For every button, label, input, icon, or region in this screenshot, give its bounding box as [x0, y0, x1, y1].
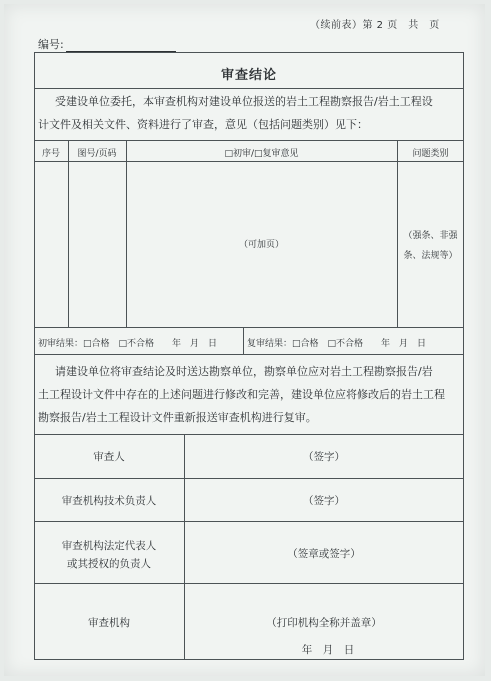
- signer-role-legal-rep-2: 或其授权的负责人: [67, 558, 151, 570]
- divider-notice: [34, 434, 464, 435]
- notice-line-1: 请建设单位将审查结论及时送达勘察单位，勘察单位应对岩土工程勘察报告/岩: [55, 365, 433, 378]
- signer-role-institution: 审查机构: [88, 617, 130, 629]
- divider-intro: [34, 140, 464, 141]
- signer-role-legal-rep-1: 审查机构法定代表人: [61, 540, 157, 552]
- divider-title: [34, 88, 464, 89]
- category-note-1: （强条、非强: [403, 231, 458, 241]
- document-number-line: [66, 41, 176, 52]
- signer-value-tech-head: （签字）: [303, 495, 345, 507]
- signer-role-reviewer: 审查人: [93, 451, 125, 463]
- divider-table-header: [34, 161, 464, 162]
- intro-line-1: 受建设单位委托，本审查机构对建设单位报送的岩土工程勘察报告/岩土工程设: [55, 95, 433, 108]
- signer-role-tech-head: 审查机构技术负责人: [61, 495, 157, 507]
- col-header-category: 问题类别: [412, 149, 449, 159]
- divider-sign-1: [34, 478, 464, 479]
- divider-sign-2: [34, 521, 464, 522]
- col-header-opinion: □初审/□复审意见: [224, 149, 299, 159]
- col-divider-2: [126, 140, 127, 327]
- results-divider: [243, 327, 244, 354]
- add-page-note: （可加页）: [238, 240, 284, 250]
- col-header-drawing: 图号/页码: [77, 149, 117, 159]
- section-title: 审查结论: [220, 68, 277, 83]
- page-continuation: （续前表）第 2 页 共 页: [310, 20, 440, 31]
- signer-value-legal-rep: （签章或签字）: [287, 548, 361, 560]
- institution-date: 年 月 日: [301, 644, 355, 656]
- divider-results: [34, 354, 464, 355]
- divider-sign-3: [34, 583, 464, 584]
- col-divider-1: [68, 140, 69, 327]
- first-review-result: 初审结果：□合格 □不合格 年 月 日: [38, 339, 218, 349]
- second-review-result: 复审结果：□合格 □不合格 年 月 日: [247, 339, 427, 349]
- signer-value-reviewer: （签字）: [303, 451, 345, 463]
- divider-table-body: [34, 327, 464, 328]
- document-number-field: [38, 36, 176, 52]
- intro-line-2: 计文件及相关文件、资料进行了审查，意见（包括问题类别）见下：: [38, 118, 368, 131]
- notice-line-3: 勘察报告/岩土工程设计文件重新报送审查机构进行复审。: [38, 411, 317, 424]
- document-number-label: 编号:: [38, 38, 64, 51]
- signer-value-institution: （打印机构全称并盖章）: [266, 617, 382, 629]
- col-header-number: 序号: [41, 149, 60, 159]
- category-note-2: 条、法规等）: [403, 251, 458, 261]
- notice-line-2: 土工程设计文件中存在的上述问题进行修改和完善，建设单位应将修改后的岩土工程: [38, 388, 445, 401]
